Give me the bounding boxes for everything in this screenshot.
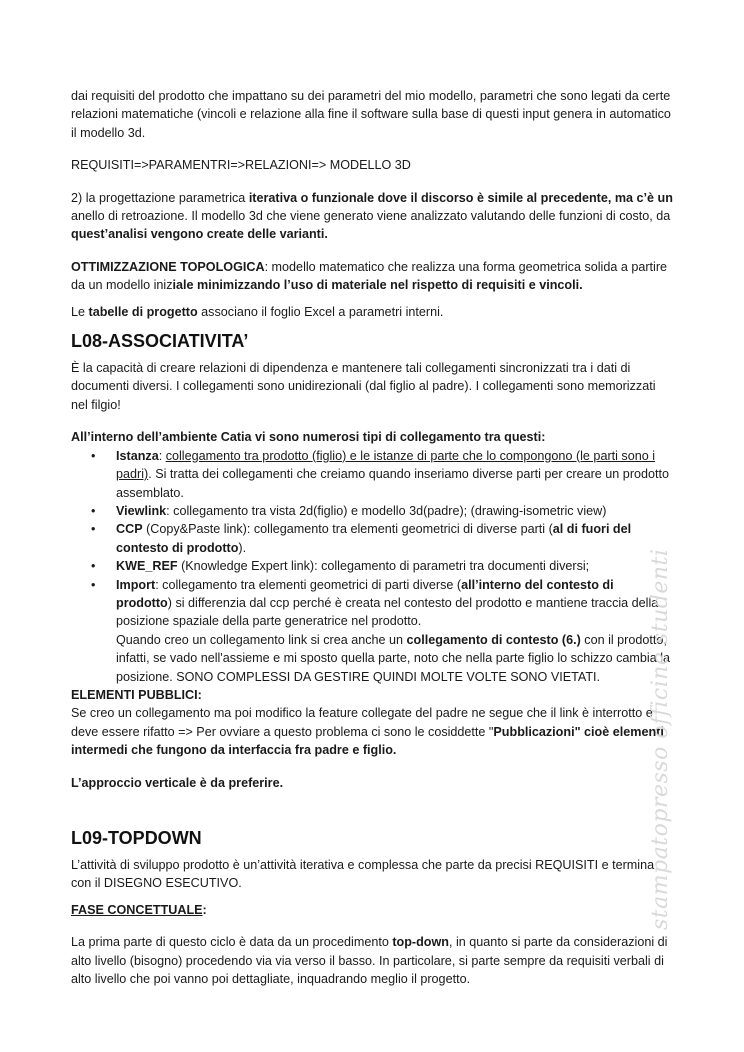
text-run: . Si tratta dei collegamenti che creiamo quando inseriamo diverse parti per creare un prodotto assemblato. <box>116 467 670 500</box>
product-development-paragraph <box>71 856 673 893</box>
public-elements-paragraph <box>71 704 673 759</box>
list-item-viewlink <box>71 502 673 520</box>
list-item-istanza <box>71 447 673 502</box>
print-watermark: stampatopresso officine studenti <box>648 548 673 930</box>
bold-run: Istanza <box>116 448 159 463</box>
text-run: Le <box>71 304 89 319</box>
text-run: 2) la progettazione parametrica <box>71 190 249 205</box>
bold-run: All’interno dell’ambiente Catia vi sono numerosi tipi di collegamento tra questi: <box>71 430 546 445</box>
underlined-run: collegamento tra prodotto (figlio) e le istanze di parte che lo compongono (le parti sono i padri) <box>116 448 656 482</box>
link-types-intro <box>71 428 673 446</box>
bold-run: Viewlink <box>116 503 167 518</box>
requirements-flow: REQUISITI=>PARAMENTRI=>RELAZIONI=> MODELLO 3D <box>71 158 411 173</box>
list-item-import <box>71 576 673 686</box>
vertical-approach-note <box>71 774 673 792</box>
bold-run: iterativa o funzionale dove il discorso è simile al precedente, ma c’è un <box>248 190 673 205</box>
bold-run: L’approccio verticale è da preferire. <box>71 775 284 790</box>
text-run: (Copy&Paste link): collegamento tra elementi geometrici di diverse parti ( <box>142 522 553 537</box>
text-run: ) si differenzia dal ccp perché è creata nel contesto del prodotto e mantiene traccia della posizione spaziale della parte generatrice nel prodotto. <box>116 595 659 629</box>
bold-run: Import <box>116 577 156 592</box>
bold-run: OTTIMIZZAZIONE TOPOLOGICA <box>71 259 265 274</box>
link-types-list <box>71 447 673 686</box>
text-run: con il DISEGNO ESECUTIVO. <box>71 876 242 891</box>
bold-run: collegamento di contesto (6.) <box>406 632 581 647</box>
text-run: con il prodotto, infatti, se vado nell'assieme e mi sposto quella parte, noto che nella parte figlio lo schizzo cambia la posizione. SONO COMPLESSI DA GESTIRE QUINDI MOLTE VOLTE SONO VIETATI. <box>116 632 671 684</box>
design-tables-paragraph <box>71 303 673 321</box>
bold-run: top-down <box>392 935 449 950</box>
bold-run: KWE_REF <box>116 559 178 574</box>
bold-run: quest’analisi vengono create delle varianti. <box>71 227 328 242</box>
underlined-bold-run: FASE CONCETTUALE <box>71 902 203 917</box>
public-elements-title <box>71 686 673 704</box>
top-down-paragraph <box>71 933 673 988</box>
bold-run: Pubblicazioni" cioè elementi intermedi che fungono da interfaccia fra padre e figlio. <box>71 724 664 758</box>
text-run: anello di retroazione. Il modello 3d che viene generato viene analizzato valutando delle funzioni di costo, da <box>71 209 671 224</box>
bold-run: ELEMENTI PUBBLICI: <box>71 687 202 702</box>
text-run: (Knowledge Expert link): collegamento di parametri tra documenti diversi; <box>177 559 590 574</box>
text-run: Quando creo un collegamento link si crea anche un <box>116 632 407 647</box>
associativity-definition: È la capacità di creare relazioni di dipendenza e mantenere tali collegamenti sincronizzati tra i dati di documenti diversi. I collegamenti sono unidirezionali (dal figlio al padre). I collegamenti sono memorizzati nel filgio! <box>71 361 656 412</box>
text-run: , in quanto si parte da considerazioni di alto livello (bisogno) procedendo via via verso il basso. In particolare, si parte sempre da requisiti verbali di alto livello che poi vanno poi dettagliate, inquadrando meglio il progetto. <box>71 935 668 987</box>
list-item-ccp <box>71 520 673 557</box>
bold-run: all’interno del contesto di prodotto <box>116 577 614 610</box>
bold-run: : <box>202 902 207 917</box>
topology-optimization-paragraph <box>71 258 673 295</box>
text-run: ). <box>238 540 247 555</box>
bold-run: tabelle di progetto <box>88 304 198 319</box>
intro-paragraph: dai requisiti del prodotto che impattano su dei parametri del mio modello, parametri che sono legati da certe relazioni matematiche (vincoli e relazione alla fine il software sulla base di questi input genera in automatico il modello 3d. <box>71 89 671 140</box>
text-run: : <box>158 448 166 463</box>
text-run: associano il foglio Excel a parametri interni. <box>197 304 444 319</box>
document-page <box>71 87 673 988</box>
section-title-l08: L08-ASSOCIATIVITA’ <box>71 331 249 352</box>
text-run: : modello matematico che realizza una forma geometrica solida a partire da un modello iniz <box>71 259 668 293</box>
text-run: : collegamento tra vista 2d(figlio) e modello 3d(padre); (drawing-isometric view) <box>166 503 607 518</box>
section-title-l09: L09-TOPDOWN <box>71 828 202 848</box>
text-run: : collegamento tra elementi geometrici di parti diverse ( <box>155 577 462 592</box>
text-run: L’attività di sviluppo prodotto è un’attività iterativa e complessa che parte da precisi REQUISITI e termina <box>71 858 655 872</box>
bold-run: CCP <box>116 522 143 537</box>
text-run: Se creo un collegamento ma poi modifico la feature collegate del padre ne segue che il link è interrotto e deve essere rifatto => Per ovviare a questo problema ci sono le cosiddette " <box>71 706 653 739</box>
bold-run: al di fuori del contesto di prodotto <box>116 522 632 555</box>
conceptual-phase-title <box>71 901 673 919</box>
bold-run: iale minimizzando l’uso di materiale nel rispetto di requisiti e vincoli. <box>172 278 583 293</box>
text-run: La prima parte di questo ciclo è data da un procedimento <box>71 935 393 950</box>
iterative-design-paragraph <box>71 189 673 244</box>
list-item-kwe-ref <box>71 557 673 575</box>
